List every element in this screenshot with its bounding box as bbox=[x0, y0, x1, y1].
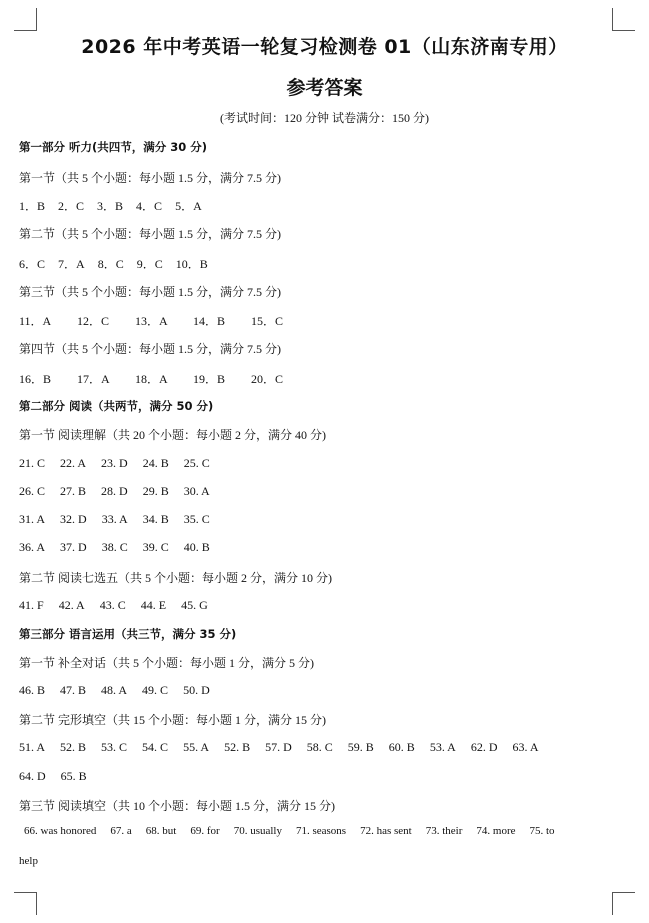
crop-mark-bottom-right bbox=[612, 892, 635, 915]
answer-item: 41. F bbox=[19, 598, 44, 612]
part2-section1-row2 bbox=[19, 484, 225, 499]
answer-item: 35. C bbox=[183, 512, 210, 526]
answer-item: 1．B bbox=[19, 199, 46, 213]
part3-section3-row1 bbox=[24, 825, 555, 837]
answer-item: 7．A bbox=[58, 257, 85, 271]
answer-item: 14．B bbox=[193, 314, 226, 328]
answer-item: 50. D bbox=[183, 683, 210, 697]
answer-item: 66. was honored bbox=[24, 825, 97, 837]
part3-section1-label: 第一节 补全对话（共 5 个小题：每小题 1 分，满分 5 分) bbox=[19, 656, 314, 670]
answer-item: 18．A bbox=[135, 372, 168, 386]
answer-item: 55. A bbox=[183, 740, 210, 754]
part3-section3-row2: help bbox=[19, 855, 38, 867]
answer-item: 11．A bbox=[19, 314, 52, 328]
part3-heading: 第三部分 语言运用（共三节，满分 35 分) bbox=[19, 627, 237, 641]
answer-item: 71. seasons bbox=[295, 825, 347, 837]
part3-section2-label: 第二节 完形填空（共 15 个小题：每小题 1 分，满分 15 分) bbox=[19, 713, 326, 727]
part3-section2-row2 bbox=[19, 769, 102, 784]
part1-section4-label: 第四节（共 5 个小题：每小题 1.5 分，满分 7.5 分) bbox=[19, 342, 281, 356]
part1-section4-answers bbox=[19, 370, 309, 387]
part1-section1-label: 第一节（共 5 个小题：每小题 1.5 分，满分 7.5 分) bbox=[19, 171, 281, 185]
answer-item: 19．B bbox=[193, 372, 226, 386]
answer-item: 8．C bbox=[97, 257, 124, 271]
part1-heading: 第一部分 听力(共四节，满分 30 分) bbox=[19, 140, 208, 154]
answer-item: 28. D bbox=[101, 484, 128, 498]
part3-section2-row1 bbox=[19, 740, 554, 755]
answer-item: 3．B bbox=[97, 199, 124, 213]
part2-section2-answers bbox=[19, 598, 223, 613]
answer-item: 70. usually bbox=[233, 825, 282, 837]
answer-item: 59. B bbox=[347, 740, 374, 754]
answer-item: 46. B bbox=[19, 683, 46, 697]
part1-section1-answers bbox=[19, 197, 215, 214]
answer-item: 32. D bbox=[60, 512, 87, 526]
answer-item: 52. B bbox=[60, 740, 87, 754]
answer-item: 22. A bbox=[60, 456, 87, 470]
part3-section1-answers bbox=[19, 683, 225, 698]
answer-item: 62. D bbox=[470, 740, 498, 754]
part2-section1-label: 第一节 阅读理解（共 20 个小题：每小题 2 分，满分 40 分) bbox=[19, 428, 326, 442]
answer-item: 69. for bbox=[190, 825, 220, 837]
answer-item: 53. C bbox=[101, 740, 128, 754]
answer-item: 4．C bbox=[136, 199, 163, 213]
part2-heading: 第二部分 阅读（共两节，满分 50 分) bbox=[19, 399, 214, 413]
answer-item: 52. B bbox=[224, 740, 251, 754]
answer-item: 43. C bbox=[99, 598, 126, 612]
answer-item: 13．A bbox=[135, 314, 168, 328]
answer-item: 5．A bbox=[175, 199, 202, 213]
answer-item: 49. C bbox=[142, 683, 169, 697]
part2-section1-row4 bbox=[19, 540, 225, 555]
answer-item: 68. but bbox=[145, 825, 177, 837]
answer-item: 57. D bbox=[265, 740, 292, 754]
answer-item: 44. E bbox=[140, 598, 167, 612]
answer-item: 65. B bbox=[60, 769, 87, 783]
answer-item: 51. A bbox=[19, 740, 46, 754]
answer-item: 36. A bbox=[19, 540, 46, 554]
answer-item: 38. C bbox=[101, 540, 128, 554]
answer-item: 10．B bbox=[175, 257, 208, 271]
part2-section2-label: 第二节 阅读七选五（共 5 个小题：每小题 2 分，满分 10 分) bbox=[19, 571, 332, 585]
answer-item: 16．B bbox=[19, 372, 52, 386]
answer-item: 45. G bbox=[181, 598, 208, 612]
answer-item: 37. D bbox=[60, 540, 87, 554]
answer-item: 30. A bbox=[183, 484, 210, 498]
crop-mark-top-left bbox=[14, 8, 37, 31]
answer-item: 12．C bbox=[77, 314, 110, 328]
answer-item: 73. their bbox=[425, 825, 463, 837]
crop-mark-bottom-left bbox=[14, 892, 37, 915]
answer-item: 64. D bbox=[19, 769, 46, 783]
answer-item: 25. C bbox=[183, 456, 210, 470]
answer-item: 17．A bbox=[77, 372, 110, 386]
answer-item: 6．C bbox=[19, 257, 46, 271]
answer-item: 31. A bbox=[19, 512, 46, 526]
part1-section3-answers bbox=[19, 312, 309, 329]
answer-item: 60. B bbox=[388, 740, 415, 754]
document-subtitle: 参考答案 bbox=[286, 77, 363, 99]
answer-item: 75. to bbox=[529, 825, 555, 837]
part2-section1-row1 bbox=[19, 456, 225, 471]
answer-item: 34. B bbox=[142, 512, 169, 526]
answer-item: 23. D bbox=[101, 456, 128, 470]
answer-item: 26. C bbox=[19, 484, 46, 498]
answer-item: 42. A bbox=[58, 598, 85, 612]
part1-section2-label: 第二节（共 5 个小题：每小题 1.5 分，满分 7.5 分) bbox=[19, 227, 281, 241]
answer-item: 53. A bbox=[429, 740, 456, 754]
part1-section2-answers bbox=[19, 255, 221, 272]
answer-item: 29. B bbox=[142, 484, 169, 498]
document-title: 2026 年中考英语一轮复习检测卷 01（山东济南专用） bbox=[81, 36, 568, 58]
answer-item: 21. C bbox=[19, 456, 46, 470]
part1-section3-label: 第三节（共 5 个小题：每小题 1.5 分，满分 7.5 分) bbox=[19, 285, 281, 299]
answer-item: 33. A bbox=[101, 512, 128, 526]
answer-item: 2．C bbox=[58, 199, 85, 213]
answer-item: 9．C bbox=[136, 257, 163, 271]
answer-item: 27. B bbox=[60, 484, 87, 498]
answer-item: 15．C bbox=[251, 314, 284, 328]
answer-item: 63. A bbox=[512, 740, 539, 754]
answer-item: 74. more bbox=[476, 825, 516, 837]
exam-info: (考试时间：120 分钟 试卷满分：150 分) bbox=[220, 111, 429, 125]
answer-item: 39. C bbox=[142, 540, 169, 554]
answer-item: 40. B bbox=[183, 540, 210, 554]
part2-section1-row3 bbox=[19, 512, 225, 527]
answer-item: 58. C bbox=[306, 740, 333, 754]
answer-item: 67. a bbox=[110, 825, 132, 837]
answer-item: 24. B bbox=[142, 456, 169, 470]
answer-item: 48. A bbox=[101, 683, 128, 697]
answer-item: 54. C bbox=[142, 740, 169, 754]
answer-item: 47. B bbox=[60, 683, 87, 697]
crop-mark-top-right bbox=[612, 8, 635, 31]
answer-item: 72. has sent bbox=[360, 825, 412, 837]
part3-section3-label: 第三节 阅读填空（共 10 个小题：每小题 1.5 分，满分 15 分) bbox=[19, 799, 335, 813]
answer-item: 20．C bbox=[251, 372, 284, 386]
